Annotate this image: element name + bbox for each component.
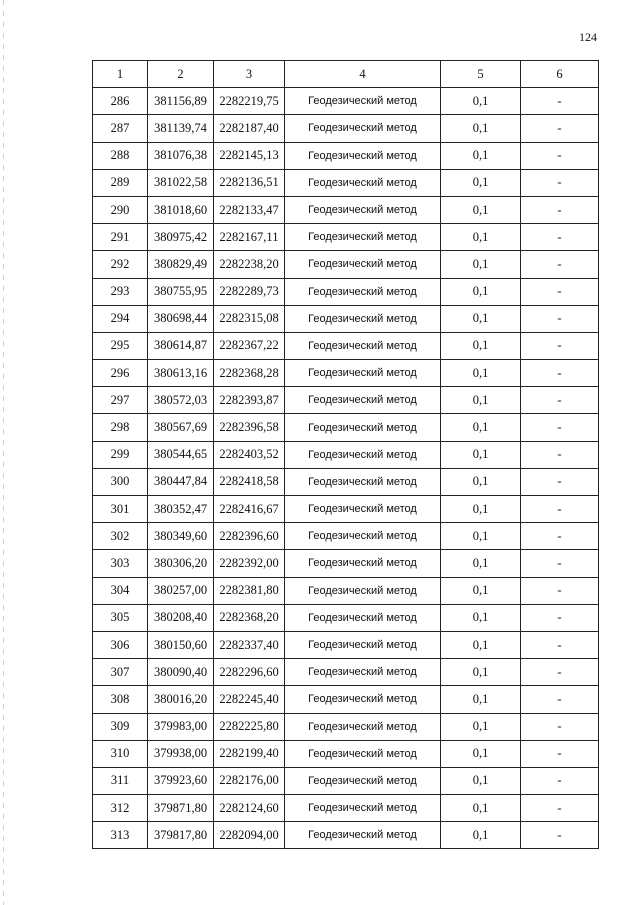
point-number-cell: 307 <box>93 659 148 686</box>
x-coordinate-cell: 379923,60 <box>148 767 214 794</box>
note-cell: - <box>521 169 599 196</box>
note-cell: - <box>521 577 599 604</box>
point-number-cell: 312 <box>93 795 148 822</box>
y-coordinate-cell: 2282124,60 <box>214 795 285 822</box>
accuracy-cell: 0,1 <box>441 767 521 794</box>
method-cell: Геодезический метод <box>285 713 441 740</box>
method-cell: Геодезический метод <box>285 550 441 577</box>
method-cell: Геодезический метод <box>285 686 441 713</box>
table-row <box>93 523 599 550</box>
table-row <box>93 631 599 658</box>
table-row <box>93 496 599 523</box>
y-coordinate-cell: 2282418,58 <box>214 468 285 495</box>
table-row <box>93 224 599 251</box>
y-coordinate-cell: 2282225,80 <box>214 713 285 740</box>
x-coordinate-cell: 380567,69 <box>148 414 214 441</box>
table-row <box>93 278 599 305</box>
method-cell: Геодезический метод <box>285 305 441 332</box>
point-number-cell: 309 <box>93 713 148 740</box>
x-coordinate-cell: 380755,95 <box>148 278 214 305</box>
y-coordinate-cell: 2282416,67 <box>214 496 285 523</box>
point-number-cell: 295 <box>93 332 148 359</box>
table-row <box>93 360 599 387</box>
table-row <box>93 387 599 414</box>
x-coordinate-cell: 380150,60 <box>148 631 214 658</box>
point-number-cell: 301 <box>93 496 148 523</box>
table-row <box>93 795 599 822</box>
y-coordinate-cell: 2282368,28 <box>214 360 285 387</box>
method-cell: Геодезический метод <box>285 360 441 387</box>
y-coordinate-cell: 2282245,40 <box>214 686 285 713</box>
point-number-cell: 303 <box>93 550 148 577</box>
accuracy-cell: 0,1 <box>441 577 521 604</box>
accuracy-cell: 0,1 <box>441 468 521 495</box>
point-number-cell: 305 <box>93 604 148 631</box>
y-coordinate-cell: 2282136,51 <box>214 169 285 196</box>
table-row <box>93 88 599 115</box>
y-coordinate-cell: 2282367,22 <box>214 332 285 359</box>
y-coordinate-cell: 2282238,20 <box>214 251 285 278</box>
method-cell: Геодезический метод <box>285 332 441 359</box>
y-coordinate-cell: 2282381,80 <box>214 577 285 604</box>
x-coordinate-cell: 380614,87 <box>148 332 214 359</box>
note-cell: - <box>521 795 599 822</box>
x-coordinate-cell: 380349,60 <box>148 523 214 550</box>
method-cell: Геодезический метод <box>285 278 441 305</box>
accuracy-cell: 0,1 <box>441 88 521 115</box>
note-cell: - <box>521 659 599 686</box>
table-row <box>93 713 599 740</box>
x-coordinate-cell: 381076,38 <box>148 142 214 169</box>
note-cell: - <box>521 713 599 740</box>
method-cell: Геодезический метод <box>285 88 441 115</box>
method-cell: Геодезический метод <box>285 224 441 251</box>
accuracy-cell: 0,1 <box>441 169 521 196</box>
scan-edge <box>3 0 4 905</box>
header-col-1: 1 <box>93 61 148 88</box>
note-cell: - <box>521 332 599 359</box>
table-row <box>93 577 599 604</box>
y-coordinate-cell: 2282187,40 <box>214 115 285 142</box>
x-coordinate-cell: 379817,80 <box>148 822 214 849</box>
note-cell: - <box>521 523 599 550</box>
accuracy-cell: 0,1 <box>441 142 521 169</box>
point-number-cell: 291 <box>93 224 148 251</box>
point-number-cell: 287 <box>93 115 148 142</box>
header-row <box>93 61 599 88</box>
note-cell: - <box>521 387 599 414</box>
point-number-cell: 290 <box>93 196 148 223</box>
accuracy-cell: 0,1 <box>441 332 521 359</box>
point-number-cell: 313 <box>93 822 148 849</box>
method-cell: Геодезический метод <box>285 251 441 278</box>
point-number-cell: 288 <box>93 142 148 169</box>
note-cell: - <box>521 496 599 523</box>
note-cell: - <box>521 360 599 387</box>
point-number-cell: 299 <box>93 441 148 468</box>
note-cell: - <box>521 142 599 169</box>
accuracy-cell: 0,1 <box>441 822 521 849</box>
method-cell: Геодезический метод <box>285 631 441 658</box>
accuracy-cell: 0,1 <box>441 224 521 251</box>
table-row <box>93 332 599 359</box>
table-row <box>93 251 599 278</box>
y-coordinate-cell: 2282219,75 <box>214 88 285 115</box>
note-cell: - <box>521 767 599 794</box>
note-cell: - <box>521 88 599 115</box>
point-number-cell: 289 <box>93 169 148 196</box>
y-coordinate-cell: 2282094,00 <box>214 822 285 849</box>
accuracy-cell: 0,1 <box>441 360 521 387</box>
table-body <box>93 88 599 849</box>
method-cell: Геодезический метод <box>285 822 441 849</box>
x-coordinate-cell: 380208,40 <box>148 604 214 631</box>
method-cell: Геодезический метод <box>285 196 441 223</box>
accuracy-cell: 0,1 <box>441 115 521 142</box>
accuracy-cell: 0,1 <box>441 550 521 577</box>
accuracy-cell: 0,1 <box>441 305 521 332</box>
x-coordinate-cell: 380306,20 <box>148 550 214 577</box>
point-number-cell: 310 <box>93 740 148 767</box>
page-number: 124 <box>579 30 597 44</box>
accuracy-cell: 0,1 <box>441 278 521 305</box>
x-coordinate-cell: 380447,84 <box>148 468 214 495</box>
y-coordinate-cell: 2282315,08 <box>214 305 285 332</box>
coordinates-table <box>92 60 599 849</box>
y-coordinate-cell: 2282368,20 <box>214 604 285 631</box>
header-col-6: 6 <box>521 61 599 88</box>
method-cell: Геодезический метод <box>285 740 441 767</box>
x-coordinate-cell: 381139,74 <box>148 115 214 142</box>
accuracy-cell: 0,1 <box>441 686 521 713</box>
accuracy-cell: 0,1 <box>441 740 521 767</box>
y-coordinate-cell: 2282403,52 <box>214 441 285 468</box>
note-cell: - <box>521 224 599 251</box>
point-number-cell: 298 <box>93 414 148 441</box>
point-number-cell: 294 <box>93 305 148 332</box>
y-coordinate-cell: 2282199,40 <box>214 740 285 767</box>
table-row <box>93 196 599 223</box>
x-coordinate-cell: 380352,47 <box>148 496 214 523</box>
table-row <box>93 115 599 142</box>
note-cell: - <box>521 441 599 468</box>
y-coordinate-cell: 2282296,60 <box>214 659 285 686</box>
x-coordinate-cell: 381018,60 <box>148 196 214 223</box>
accuracy-cell: 0,1 <box>441 196 521 223</box>
x-coordinate-cell: 380090,40 <box>148 659 214 686</box>
accuracy-cell: 0,1 <box>441 659 521 686</box>
accuracy-cell: 0,1 <box>441 604 521 631</box>
y-coordinate-cell: 2282393,87 <box>214 387 285 414</box>
y-coordinate-cell: 2282133,47 <box>214 196 285 223</box>
x-coordinate-cell: 379938,00 <box>148 740 214 767</box>
x-coordinate-cell: 380698,44 <box>148 305 214 332</box>
note-cell: - <box>521 196 599 223</box>
point-number-cell: 293 <box>93 278 148 305</box>
table-row <box>93 414 599 441</box>
table-row <box>93 604 599 631</box>
table-row <box>93 305 599 332</box>
accuracy-cell: 0,1 <box>441 523 521 550</box>
method-cell: Геодезический метод <box>285 169 441 196</box>
method-cell: Геодезический метод <box>285 577 441 604</box>
x-coordinate-cell: 380829,49 <box>148 251 214 278</box>
note-cell: - <box>521 686 599 713</box>
note-cell: - <box>521 305 599 332</box>
method-cell: Геодезический метод <box>285 795 441 822</box>
header-col-2: 2 <box>148 61 214 88</box>
note-cell: - <box>521 604 599 631</box>
method-cell: Геодезический метод <box>285 387 441 414</box>
method-cell: Геодезический метод <box>285 441 441 468</box>
note-cell: - <box>521 115 599 142</box>
x-coordinate-cell: 381156,89 <box>148 88 214 115</box>
method-cell: Геодезический метод <box>285 142 441 169</box>
method-cell: Геодезический метод <box>285 659 441 686</box>
note-cell: - <box>521 251 599 278</box>
point-number-cell: 286 <box>93 88 148 115</box>
point-number-cell: 306 <box>93 631 148 658</box>
note-cell: - <box>521 631 599 658</box>
table-row <box>93 142 599 169</box>
table-row <box>93 740 599 767</box>
y-coordinate-cell: 2282289,73 <box>214 278 285 305</box>
method-cell: Геодезический метод <box>285 496 441 523</box>
x-coordinate-cell: 380572,03 <box>148 387 214 414</box>
point-number-cell: 302 <box>93 523 148 550</box>
y-coordinate-cell: 2282176,00 <box>214 767 285 794</box>
point-number-cell: 297 <box>93 387 148 414</box>
accuracy-cell: 0,1 <box>441 414 521 441</box>
point-number-cell: 296 <box>93 360 148 387</box>
method-cell: Геодезический метод <box>285 523 441 550</box>
method-cell: Геодезический метод <box>285 115 441 142</box>
table-row <box>93 550 599 577</box>
accuracy-cell: 0,1 <box>441 795 521 822</box>
note-cell: - <box>521 278 599 305</box>
table-row <box>93 659 599 686</box>
x-coordinate-cell: 380257,00 <box>148 577 214 604</box>
accuracy-cell: 0,1 <box>441 441 521 468</box>
table-row <box>93 767 599 794</box>
accuracy-cell: 0,1 <box>441 713 521 740</box>
point-number-cell: 308 <box>93 686 148 713</box>
y-coordinate-cell: 2282167,11 <box>214 224 285 251</box>
x-coordinate-cell: 381022,58 <box>148 169 214 196</box>
table-row <box>93 686 599 713</box>
table-row <box>93 169 599 196</box>
x-coordinate-cell: 380016,20 <box>148 686 214 713</box>
x-coordinate-cell: 380613,16 <box>148 360 214 387</box>
x-coordinate-cell: 379983,00 <box>148 713 214 740</box>
method-cell: Геодезический метод <box>285 604 441 631</box>
note-cell: - <box>521 822 599 849</box>
point-number-cell: 304 <box>93 577 148 604</box>
y-coordinate-cell: 2282392,00 <box>214 550 285 577</box>
header-col-5: 5 <box>441 61 521 88</box>
note-cell: - <box>521 414 599 441</box>
x-coordinate-cell: 380544,65 <box>148 441 214 468</box>
accuracy-cell: 0,1 <box>441 631 521 658</box>
y-coordinate-cell: 2282145,13 <box>214 142 285 169</box>
accuracy-cell: 0,1 <box>441 496 521 523</box>
y-coordinate-cell: 2282396,58 <box>214 414 285 441</box>
note-cell: - <box>521 468 599 495</box>
header-col-3: 3 <box>214 61 285 88</box>
note-cell: - <box>521 550 599 577</box>
table-row <box>93 441 599 468</box>
table-row <box>93 822 599 849</box>
y-coordinate-cell: 2282337,40 <box>214 631 285 658</box>
point-number-cell: 311 <box>93 767 148 794</box>
header-col-4: 4 <box>285 61 441 88</box>
method-cell: Геодезический метод <box>285 767 441 794</box>
table-row <box>93 468 599 495</box>
method-cell: Геодезический метод <box>285 468 441 495</box>
accuracy-cell: 0,1 <box>441 251 521 278</box>
x-coordinate-cell: 380975,42 <box>148 224 214 251</box>
point-number-cell: 292 <box>93 251 148 278</box>
note-cell: - <box>521 740 599 767</box>
x-coordinate-cell: 379871,80 <box>148 795 214 822</box>
accuracy-cell: 0,1 <box>441 387 521 414</box>
point-number-cell: 300 <box>93 468 148 495</box>
method-cell: Геодезический метод <box>285 414 441 441</box>
y-coordinate-cell: 2282396,60 <box>214 523 285 550</box>
